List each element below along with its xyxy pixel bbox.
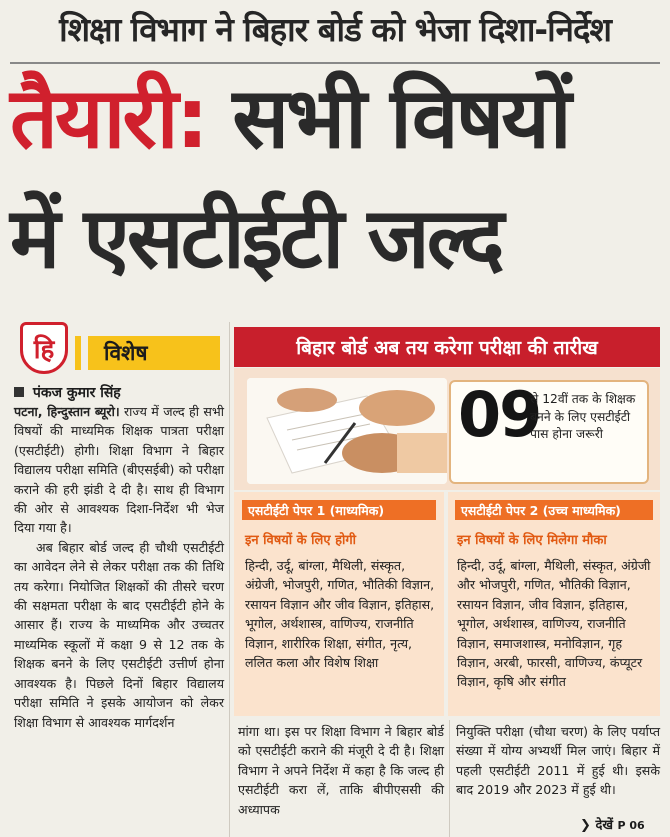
- callout-number: 09: [458, 378, 541, 451]
- continued-page-number: P 06: [617, 819, 645, 832]
- section-label-accent: [75, 336, 81, 370]
- writing-hands-image: [247, 378, 447, 484]
- section-label: विशेष: [88, 336, 220, 370]
- headline-line-2: में एसटीईटी जल्द: [10, 189, 502, 287]
- paper-2-heading: एसटीईटी पेपर 2 (उच्च माध्यमिक): [455, 500, 653, 520]
- kicker-divider: [10, 62, 660, 64]
- callout-text: से 12वीं तक के शिक्षक बनने के लिए एसटीईटी पास होना जरूरी: [530, 392, 636, 441]
- paragraph-2: अब बिहार बोर्ड जल्द ही चौथी एसटीईटी का आवेदन लेने से लेकर परीक्षा तक की तिथि तय करेगा। नियोजित शिक्षकों की तीसरे चरण की सक्षमता परीक्षा के बाद एसटीईटी होने के आसार हैं। राज्य के माध्यमिक और उच्चतर माध्यमिक स्कूलों में कक्षा 9 से 12 तक के शिक्षक बनने के लिए एसटीईटी उत्तीर्ण होना आवश्यक है। पिछले दिनों बिहार विद्यालय परीक्षा समिति ने इसके आयोजन को लेकर शिक्षा विभाग से आवश्यक मार्गदर्शन: [14, 539, 224, 730]
- left-column-body: [14, 402, 224, 732]
- writing-hands-icon: [247, 378, 447, 484]
- paper-2-subject-list: हिन्दी, उर्दू, बांग्ला, मैथिली, संस्कृत, अंग्रेजी और भोजपुरी, गणित, भौतिकी विज्ञान, रसायन विज्ञान, जीव विज्ञान, इतिहास, भूगोल, अर्थशास्त्र, वाणिज्य, राजनीति विज्ञान, समाजशास्त्र, मनोविज्ञान, गृह विज्ञान, अरबी, फारसी, वाणिज्य, कंप्यूटर विज्ञान, कृषि और संगीत: [457, 558, 651, 690]
- author-name: पंकज कुमार सिंह: [32, 385, 121, 401]
- infobox-title: बिहार बोर्ड अब तय करेगा परीक्षा की तारीख: [234, 327, 660, 367]
- continued-on-page: [580, 815, 645, 833]
- kicker-headline: शिक्षा विभाग ने बिहार बोर्ड को भेजा दिशा-निर्देश: [59, 10, 611, 49]
- continued-label: देखें: [595, 818, 613, 833]
- column-divider: [229, 322, 230, 837]
- paragraph-1: [14, 402, 224, 538]
- paper-1-subheading: इन विषयों के लिए होगी: [245, 533, 357, 548]
- byline: [14, 383, 121, 402]
- byline-square-icon: [14, 387, 24, 397]
- lower-column-divider: [449, 720, 450, 837]
- paper-1-heading: एसटीईटी पेपर 1 (माध्यमिक): [242, 500, 436, 520]
- dateline: पटना, हिन्दुस्तान ब्यूरो।: [14, 404, 120, 419]
- headline-line-1: [10, 69, 569, 167]
- headline-line-1-rest: सभी विषयों: [232, 69, 569, 167]
- hindustan-logo-icon: हि: [20, 322, 68, 374]
- paragraph-1-text: राज्य में जल्द ही सभी विषयों की माध्यमिक शिक्षक पात्रता परीक्षा (एसटीईटी) होगी। शिक्षा विभाग ने बिहार विद्यालय परीक्षा समिति (बीएसईबी) को परीक्षा कराने की हरी झंडी दे दी है। साथ ही विभाग की ओर से आवश्यक दिशा-निर्देश भी भेज दिया गया है।: [14, 404, 224, 536]
- paper-1-subject-list: हिन्दी, उर्दू, बांग्ला, मैथिली, संस्कृत, अंग्रेजी, भोजपुरी, गणित, भौतिकी विज्ञान, रसायन विज्ञान और जीव विज्ञान, इतिहास, भूगोल, अर्थशास्त्र, वाणिज्य, राजनीति विज्ञान, शारीरिक शिक्षा, संगीत, नृत्य, ललित कला और विशेष शिक्षा: [245, 558, 435, 671]
- headline-red-word: तैयारी:: [10, 69, 207, 167]
- middle-column-body: मांगा था। इस पर शिक्षा विभाग ने बिहार बोर्ड को एसटीईटी कराने की मंजूरी दे दी है। शिक्षा विभाग ने अपने निर्देश में कहा है कि जल्द ही एसटीईटी करा लें, ताकि बीपीएससी की अध्यापक: [238, 724, 444, 817]
- paper-2-subheading: इन विषयों के लिए मिलेगा मौका: [457, 533, 607, 548]
- right-column-body: नियुक्ति परीक्षा (चौथा चरण) के लिए पर्याप्त संख्या में योग्य अभ्यर्थी मिल जाएं। बिहार में पहली एसटीईटी 2011 में हुई थी। इसके बाद 2019 और 2023 में हुई थी।: [456, 724, 660, 798]
- continued-arrow-icon: ❯: [580, 818, 591, 833]
